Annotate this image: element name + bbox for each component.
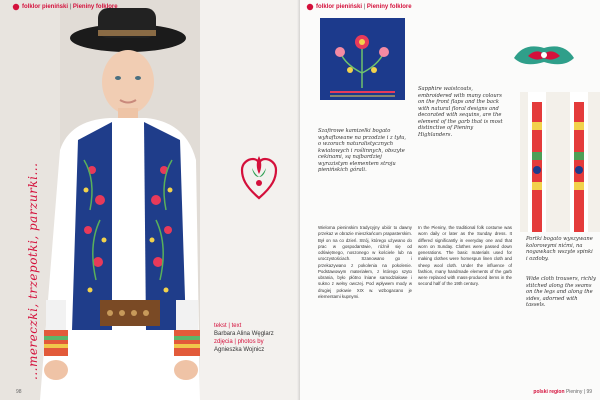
- right-footer: polski region Pieniny | 99: [533, 389, 592, 395]
- folk-flower-icon-right: [306, 3, 314, 11]
- credits-text-label: tekst | text: [214, 323, 242, 329]
- footer-title: Pieniny: [565, 389, 583, 395]
- body-col2-text: In the Pieniny, the traditional folk costume was worn daily or later as the Sunday dress. It differed significantly in everyday one and that worn on Sunday. Clothes were passed down generations. The basic materials used for making clothes were homespun linen cloth and sheep wool cloth. Under the influence of fashion, many handmade elements of the garb were replaced with mass-produced items in the second half of the 19th century.: [418, 225, 512, 287]
- body-column-english: [418, 225, 512, 288]
- right-section-header: folklor pieniński | Pieniny folklore: [316, 4, 412, 10]
- credits: [214, 322, 296, 354]
- header-section: folklor pieniński: [22, 4, 69, 10]
- credits-author: Barbara Alina Węglarz: [214, 331, 274, 338]
- body-column-polish: [318, 225, 412, 300]
- folk-flower-icon: [12, 3, 20, 11]
- caption-polish-1: Szafirowe kamizelki bogato wyhaftowane na przodzie i z tyłu, o wzorach naturalistycznych kwiatowych i roślinnych, obszyte cekinami, są najbardziej wyrazistym elementem stroju pienińskich górali.: [318, 128, 407, 173]
- right-page-number: 99: [586, 389, 592, 395]
- left-page-number: 98: [16, 389, 22, 395]
- embroidered-trousers-photo: [520, 92, 600, 232]
- blue-embroidery-photo: [320, 18, 405, 100]
- caption-english-2: Wide cloth trousers, richly stitched along the seams on the legs and along the sides, adorned with tassels.: [526, 276, 596, 308]
- article-body: [318, 225, 514, 385]
- caption-english-1: Sapphire waistcoats, embroidered with many colours on the front flaps and the back with natural floral designs and decorated with sequins, are the element of the garb that is most distinctive of Pieniny Highlanders.: [418, 86, 503, 138]
- heart-folk-emblem-icon: [240, 150, 278, 200]
- vertical-script-text: ...mereczki, trzepotki, parzurki...: [26, 162, 40, 380]
- credits-photos-label: zdjęcia | photos by: [214, 339, 264, 346]
- header-subtitle: Pieniny folklore: [72, 4, 118, 10]
- header-section-right: folklor pieniński: [316, 4, 363, 10]
- footer-brand: polski region: [533, 389, 565, 395]
- left-section-header: folklor pieniński | Pieniny folklore: [22, 4, 118, 10]
- credits-photographer: Agnieszka Wojnicz: [214, 347, 265, 354]
- caption-polish-2: Portki bogato wyszywane kolorowymi nićmi, na nogawkach wszyte spinki i ozdoby.: [526, 236, 593, 262]
- green-red-folk-motif-icon: [510, 38, 578, 72]
- vertical-handwritten-phrase: [8, 60, 48, 390]
- body-col1-text: Wieloma pieninskim tradycyjny ubiór to dawny przekaz w obrazie mieszkańcom prapasterskim. Był on na co dzień. Strój, którego używano do prac w gospodarstwie, różnił się od odświętnego, noszonego w kościele lub na uroczystościach. Szanowano go i przekazywano z pokolenia na pokolenie. Podstawowym materiałem, z którego szyto ubrania, było płótno lniane samodziałowe i sukno z wełny owczej. Pod wpływem mody w drugiej połowie XIX w. wzbogacano je elementami kupnymi.: [318, 225, 412, 299]
- header-subtitle-right: Pieniny folklore: [366, 4, 412, 10]
